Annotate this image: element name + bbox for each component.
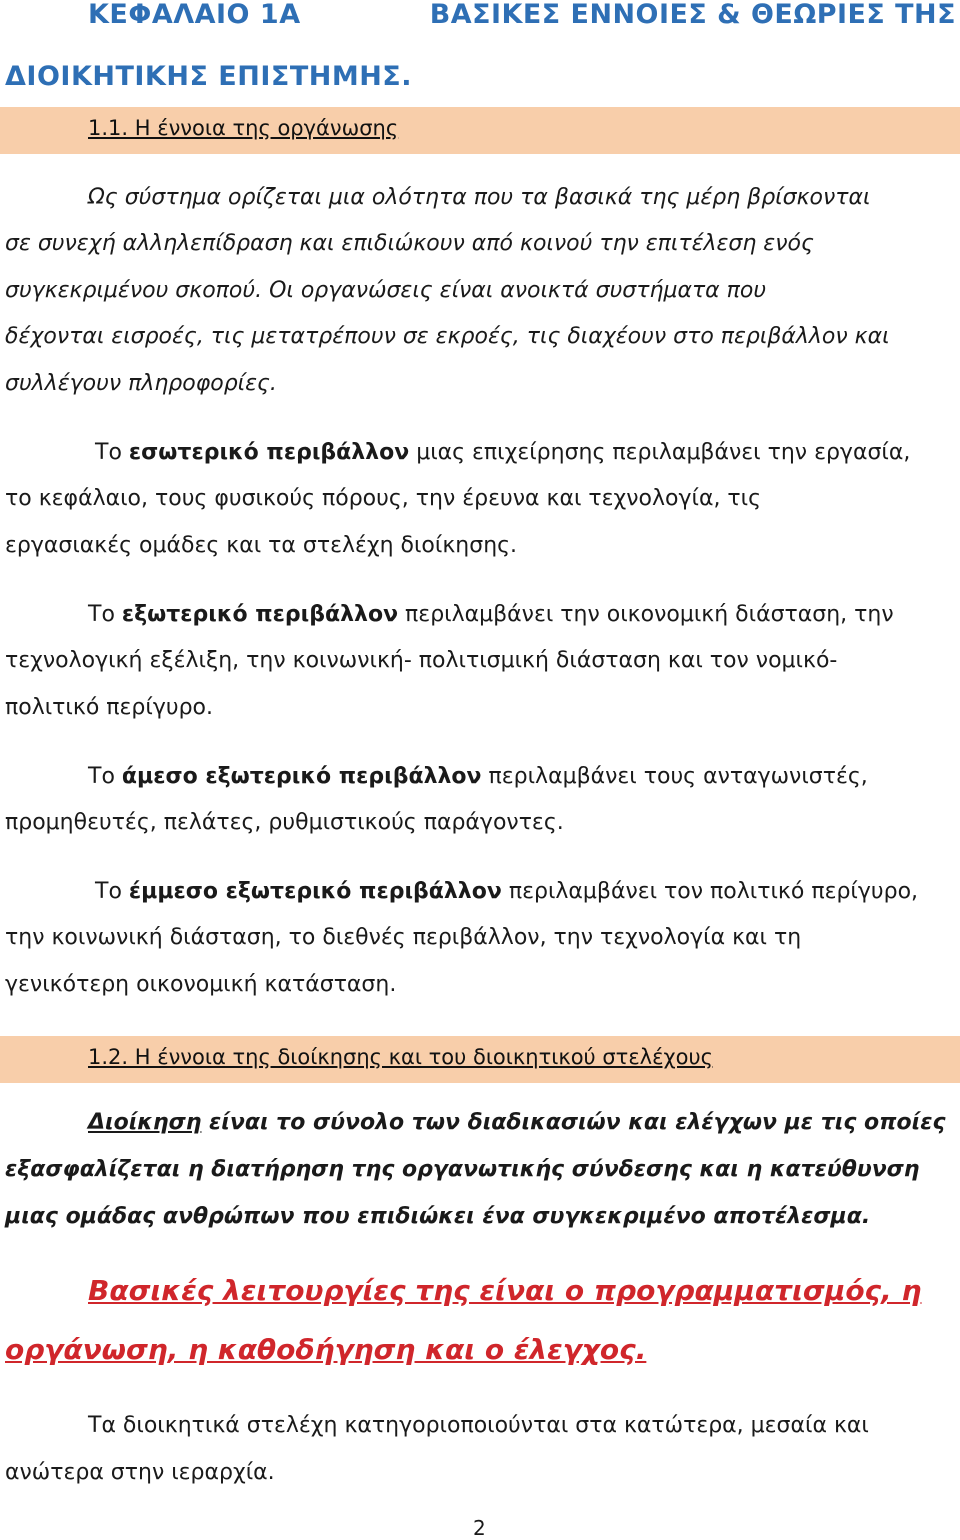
chapter-number: ΚΕΦΑΛΑΙΟ 1Α [88,0,301,30]
system-definition-line-5: συλλέγουν πληροφορίες. [5,371,277,396]
management-definition-line-2: εξασφαλίζεται η διατήρηση της οργανωτικής σύνδεσης και η κατεύθυνση [5,1157,920,1182]
system-definition-line-2: σε συνεχή αλληλεπίδραση και επιδιώκουν από κοινού την επιτέλεση ενός [5,231,814,256]
internal-environment-line-1 [95,438,910,468]
section-1-2-heading: 1.2. Η έννοια της διοίκησης και του διοικητικού στελέχους [88,1045,713,1069]
managers-hierarchy-line-2: ανώτερα στην ιεραρχία. [5,1460,275,1485]
internal-environment-term: εσωτερικό περιβάλλον [128,440,410,465]
direct-rest: περιλαμβάνει τους ανταγωνιστές, [481,764,868,789]
internal-environment-line-2: το κεφάλαιο, τους φυσικούς πόρους, την έρευνα και τεχνολογία, τις [5,486,762,511]
external-lead: Το [88,602,122,627]
indirect-external-term: έμμεσο εξωτερικό περιβάλλον [128,879,502,904]
chapter-title-line2: ΔΙΟΙΚΗΤΙΚΗΣ ΕΠΙΣΤΗΜΗΣ. [5,61,412,92]
system-definition-line-1: Ως σύστημα ορίζεται μια ολότητα που τα βασικά της μέρη βρίσκονται [88,185,871,210]
direct-external-line-1 [88,762,868,792]
internal-rest: μιας επιχείρησης περιλαμβάνει την εργασία, [409,440,911,465]
external-environment-line-2: τεχνολογική εξέλιξη, την κοινωνική- πολιτισμική διάσταση και τον νομικό- [5,648,838,673]
management-term: Διοίκηση [88,1110,202,1135]
management-def-rest: είναι το σύνολο των διαδικασιών και ελέγχων με τις οποίες [201,1110,946,1135]
direct-external-term: άμεσο εξωτερικό περιβάλλον [121,764,482,789]
management-functions-line-2: οργάνωση, η καθοδήγηση και ο έλεγχος. [5,1333,647,1366]
indirect-external-line-2: την κοινωνική διάσταση, το διεθνές περιβάλλον, την τεχνολογία και τη [5,925,802,950]
indirect-external-line-1 [95,877,918,907]
page-number: 2 [473,1516,486,1540]
system-definition-line-4: δέχονται εισροές, τις μετατρέπουν σε εκροές, τις διαχέουν στο περιβάλλον και [5,324,890,349]
management-definition-line-1 [88,1108,946,1138]
external-environment-line-1 [88,600,894,630]
external-environment-line-3: πολιτικό περίγυρο. [5,695,213,720]
indirect-external-line-3: γενικότερη οικονομική κατάσταση. [5,972,397,997]
direct-lead: Το [88,764,122,789]
system-definition-line-3: συγκεκριμένου σκοπού. Οι οργανώσεις είναι ανοικτά συστήματα που [5,278,767,303]
internal-environment-line-3: εργασιακές ομάδες και τα στελέχη διοίκησης. [5,533,518,558]
internal-lead: Το [95,440,129,465]
section-1-1-heading: 1.1. Η έννοια της οργάνωσης [88,116,399,140]
chapter-title-line1: ΒΑΣΙΚΕΣ ΕΝΝΟΙΕΣ & ΘΕΩΡΙΕΣ ΤΗΣ [429,0,956,30]
management-definition-line-3: μιας ομάδας ανθρώπων που επιδιώκει ένα συγκεκριμένο αποτέλεσμα. [5,1204,871,1229]
managers-hierarchy-line-1: Τα διοικητικά στελέχη κατηγοριοποιούνται στα κατώτερα, μεσαία και [88,1413,869,1438]
management-functions-line-1: Βασικές λειτουργίες της είναι ο προγραμματισμός, η [88,1274,922,1307]
external-rest: περιλαμβάνει την οικονομική διάσταση, την [398,602,894,627]
indirect-rest: περιλαμβάνει τον πολιτικό περίγυρο, [501,879,919,904]
direct-external-line-2: προμηθευτές, πελάτες, ρυθμιστικούς παράγοντες. [5,810,564,835]
indirect-lead: Το [95,879,129,904]
external-environment-term: εξωτερικό περιβάλλον [121,602,399,627]
